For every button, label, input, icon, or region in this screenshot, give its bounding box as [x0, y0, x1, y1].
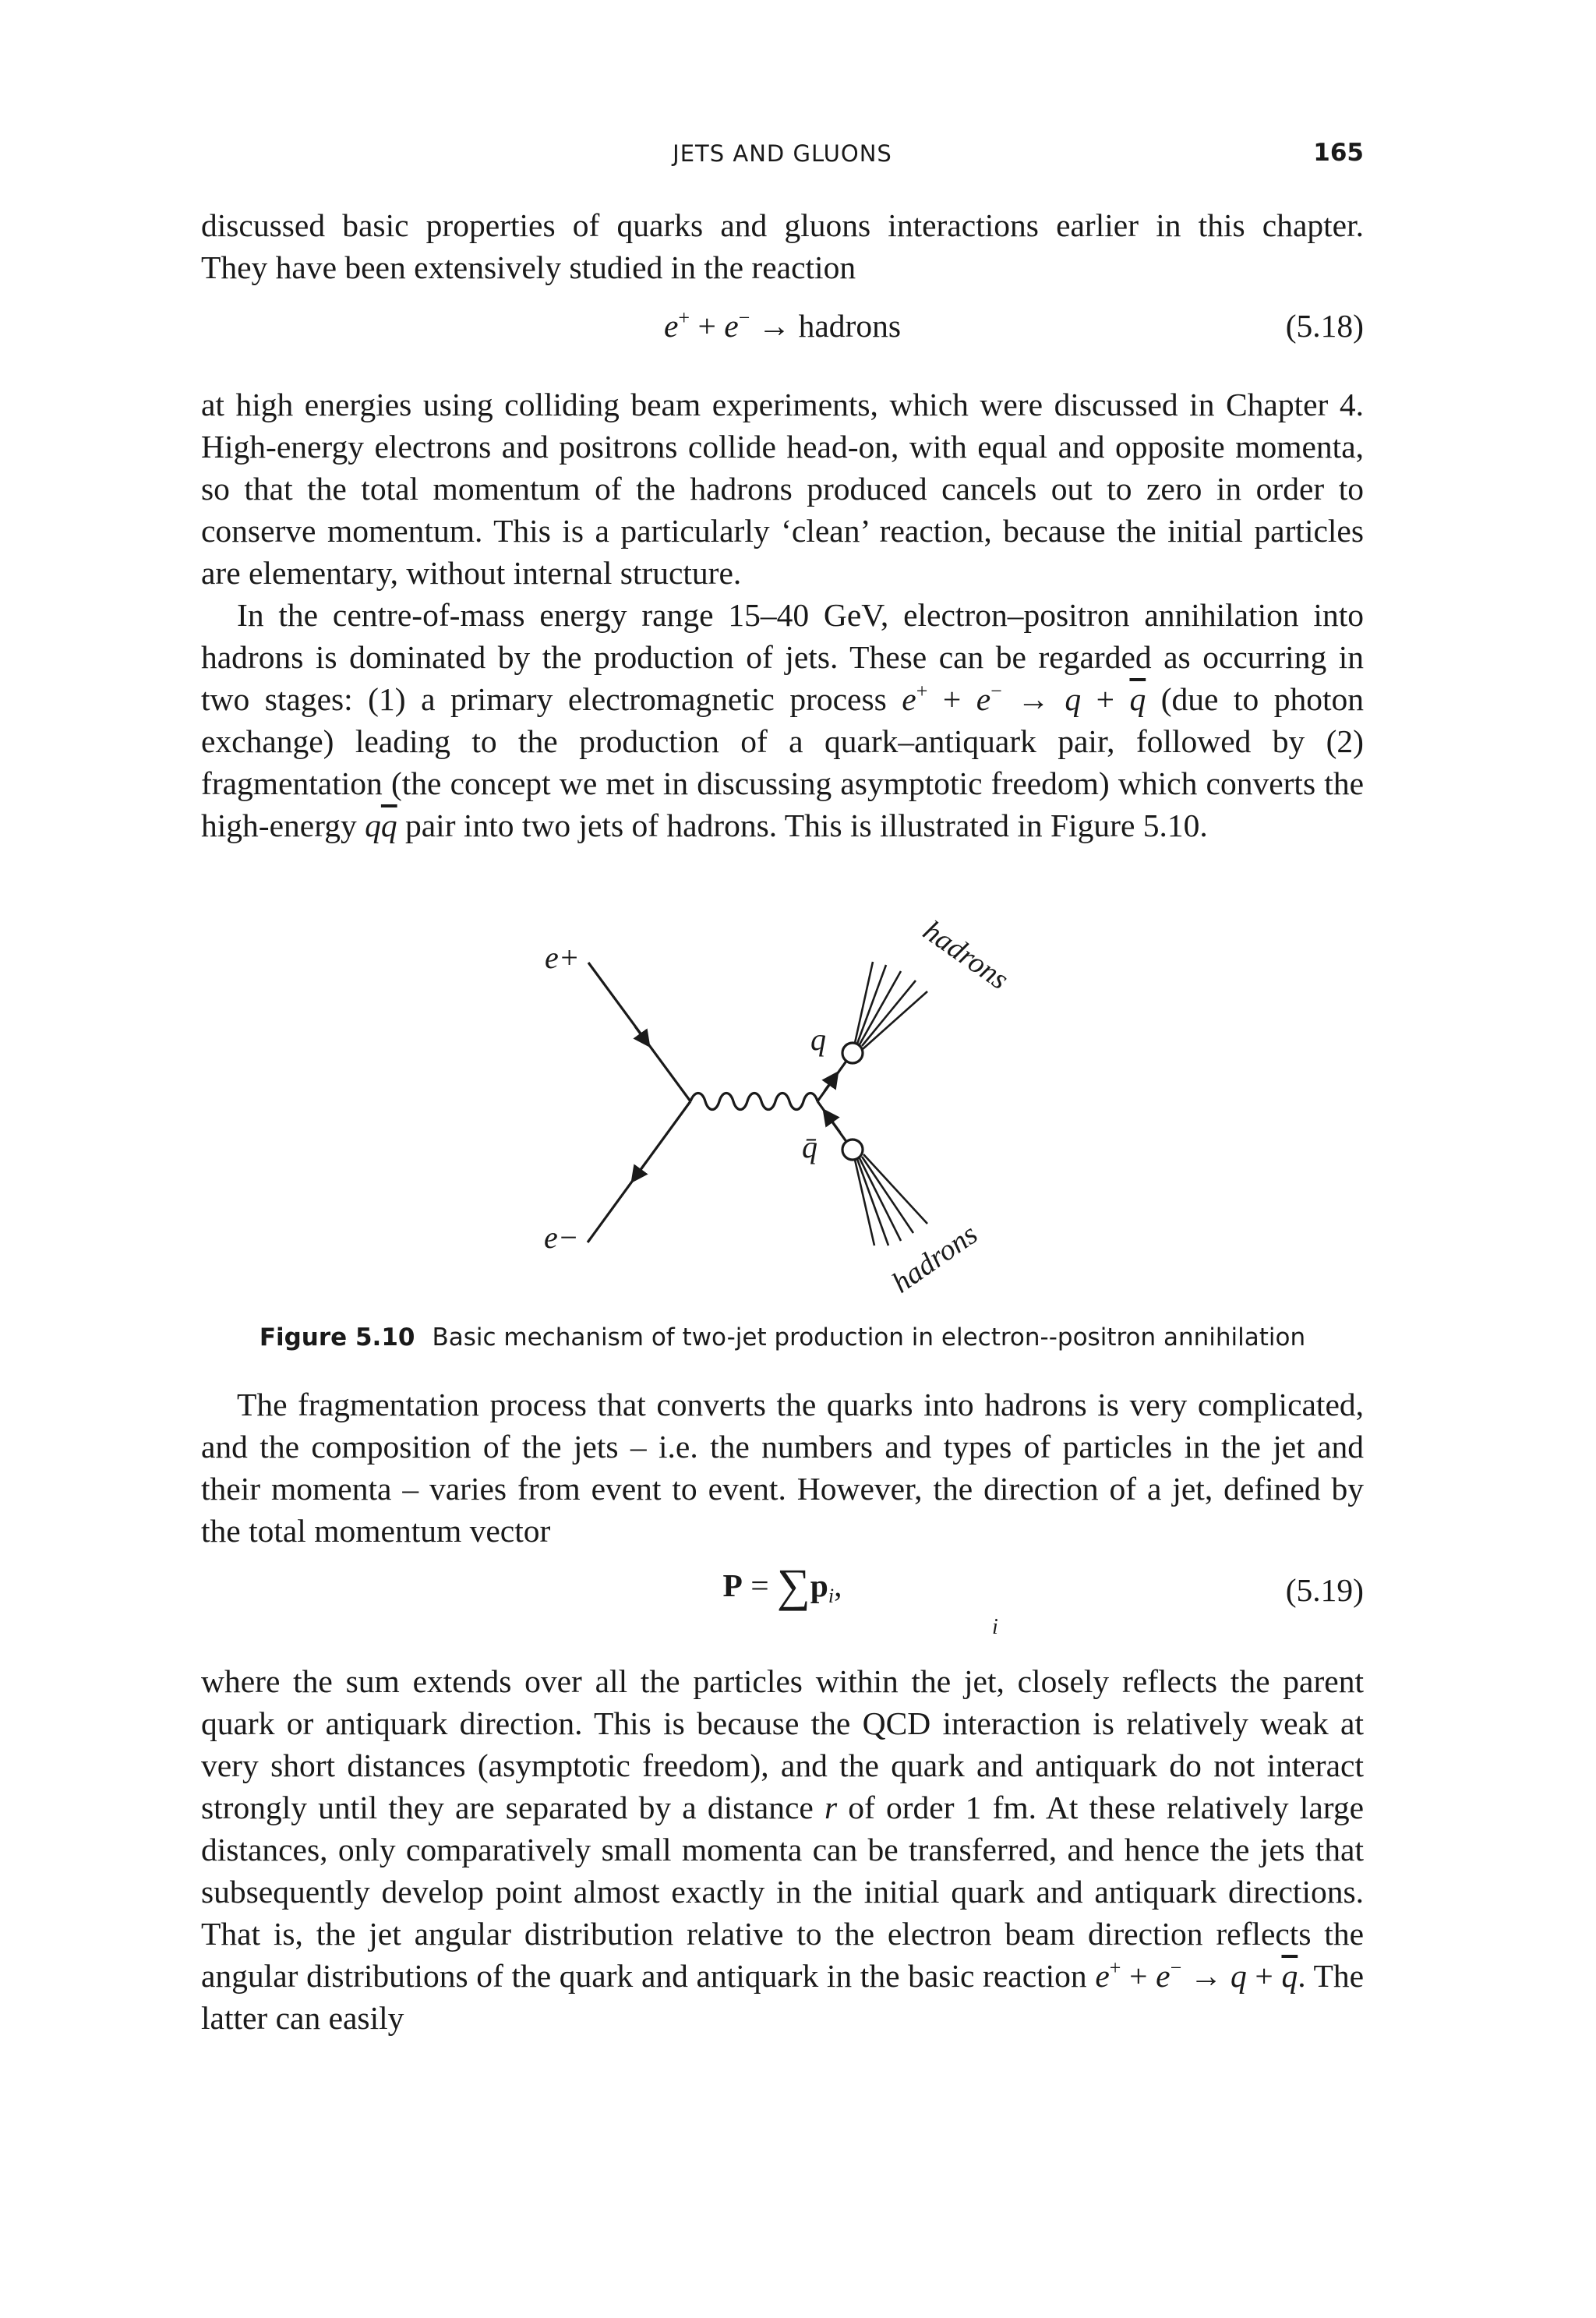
running-title: JETS AND GLUONS: [673, 140, 892, 167]
paragraph-5-text: where the sum extends over all the particles within the jet, closely reflects the parent quark or antiquark direction. This is because the QCD interaction is relatively weak at very short distances (asymptotic freedom), and the quark and antiquark do not interact strongly until they are separated by a distance r of order 1 fm. At these relatively large distances, only comparatively small momenta can be transferred, and hence the jets that subsequently develop point almost exactly in the initial quark and antiquark directions. That is, the jet angular distribution relative to the electron beam direction reflects the angular distributions of the quark and antiquark in the basic reaction $e^+ + e^- \to q + \overline{q}$. The latter can easily: [201, 1663, 1365, 2036]
electron-arrow: [636, 1162, 646, 1176]
equation-5-18: [201, 307, 1364, 354]
paragraph-3-text: In the centre-of-mass energy range 15–40 GeV, electron–positron annihilation into hadrons is dominated by the production of jets. These can be regarded as occurring in two stages: (1) a primary electromagnetic process $e^+ + e^- \to q + \overline{q}$ (due to photon exchange) leading to the production of a quark–antiquark pair, followed by (2) fragmentation (the concept we met in discussing asymptotic freedom) which converts the high-energy $q\overline{q}$ pair into two jets of hadrons. This is illustrated in Figure 5.10.: [201, 597, 1364, 843]
antiquark-arrow: [828, 1115, 840, 1132]
top-hadron-jet: [855, 962, 927, 1049]
label-hadrons-bottom: hadrons: [886, 1217, 984, 1300]
figure-5-10: [468, 904, 1138, 1309]
equation-5-18-body: e+ + e− → hadrons: [664, 306, 901, 344]
page-number: 165: [1313, 139, 1364, 167]
label-hadrons-top: hadrons: [916, 913, 1015, 997]
feynman-diagram: [468, 904, 1138, 1309]
label-antiquark: q̄: [802, 1129, 817, 1164]
label-positron: e+: [545, 940, 580, 975]
equation-5-19-body: $P = \sum p_i$,: [722, 1560, 842, 1611]
equation-5-19: [201, 1559, 1364, 1645]
bottom-hadron-jet: [855, 1154, 927, 1246]
figure-caption-text: Basic mechanism of two-jet production in electron--positron annihilation: [432, 1323, 1306, 1352]
paragraph-1-line-1: discussed basic properties of quarks and gluons interactions earlier in this chapter.: [201, 207, 1364, 243]
paragraph-3: [201, 594, 1364, 846]
antiquark-vertex-blob: [842, 1140, 863, 1160]
paragraph-4-text: The fragmentation process that converts the quarks into hadrons is very complicated, and the composition of the jets – i.e. the numbers and types of particles in the jet and their momenta – varies from event to event. However, the direction of a jet, defined by the total momentum vector: [201, 1387, 1364, 1549]
page-header: [201, 139, 1364, 176]
paragraph-4: [201, 1383, 1364, 1552]
label-electron: e−: [544, 1220, 579, 1255]
equation-5-19-sum-index: i: [992, 1615, 998, 1639]
equation-5-18-number: (5.18): [1285, 308, 1364, 344]
equation-5-19-number: (5.19): [1285, 1572, 1364, 1608]
paragraph-1-line-2: They have been extensively studied in the reaction: [201, 249, 856, 285]
positron-arrow: [635, 1026, 645, 1041]
photon-propagator: [690, 1094, 817, 1110]
paragraph-5: [201, 1660, 1364, 2039]
paragraph-2-text: at high energies using colliding beam experiments, which were discussed in Chapter 4. High-energy electrons and positrons collide head-on, with equal and opposite momenta, so that the total momentum of the hadrons produced cancels out to zero in order to conserve momentum. This is a particularly ‘clean’ reaction, because the initial particles are elementary, without internal structure.: [201, 387, 1364, 591]
label-quark: q: [810, 1022, 826, 1057]
figure-caption-label: Figure 5.10: [259, 1323, 415, 1352]
quark-arrow: [824, 1078, 834, 1091]
paragraph-1: [201, 204, 1364, 288]
paragraph-2: [201, 383, 1364, 594]
figure-caption: [201, 1323, 1364, 1352]
quark-vertex-blob: [842, 1043, 863, 1063]
